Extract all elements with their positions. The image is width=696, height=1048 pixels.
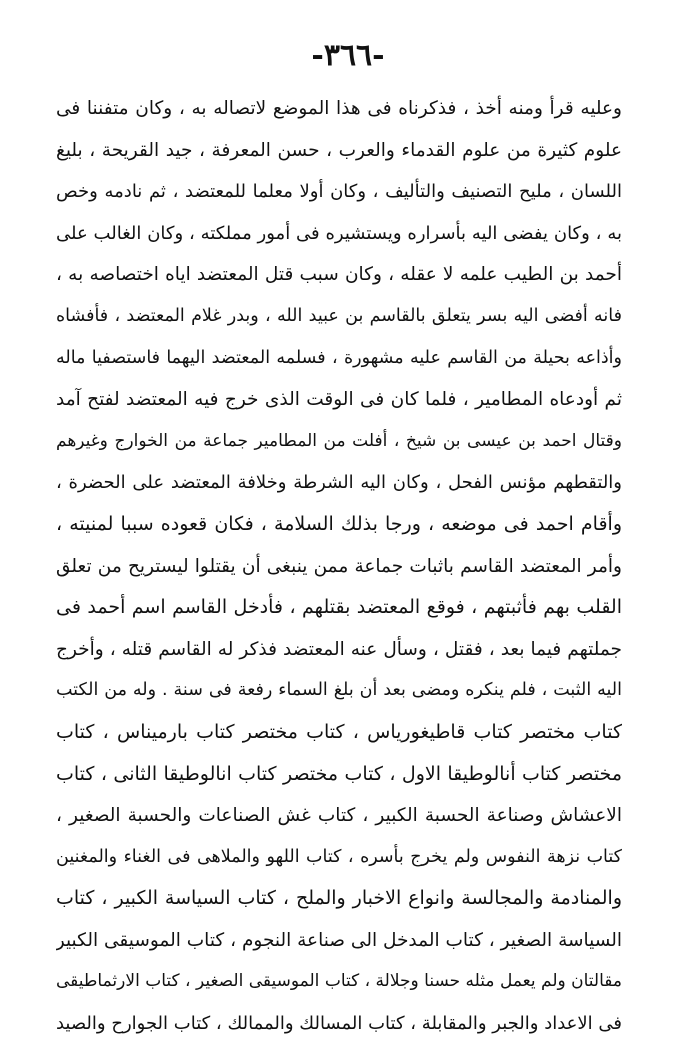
text-line: مقالتان ولم يعمل مثله حسنا وجلالة ، كتاب الموسيقى الصغير ، كتاب الارثماطيقى	[56, 971, 622, 992]
text-line: علوم كثيرة من علوم القدماء والعرب ، حسن المعرفة ، جيد القريحة ، بليغ	[56, 139, 622, 161]
text-line: جملتهم فيما بعد ، فقتل ، وسأل عنه المعتضد فذكر له القاسم قتله ، وأخرج	[56, 638, 622, 660]
text-line: فى الاعداد والجبر والمقابلة ، كتاب المسالك والممالك ، كتاب الجوارح والصيد	[56, 1013, 622, 1035]
text-line: وأمر المعتضد القاسم باثبات جماعة ممن ينبغى أن يقتلوا ليستريح من تعلق	[56, 555, 622, 577]
text-line: وقتال احمد بن عيسى بن شيخ ، أفلت من المطامير جماعة من الخوارج وغيرهم	[56, 430, 622, 451]
text-line: كتاب نزهة النفوس ولم يخرج بأسره ، كتاب اللهو والملاهى فى الغناء والمغنين	[56, 846, 622, 867]
text-line: وعليه قرأ ومنه أخذ ، فذكرناه فى هذا الموضع لاتصاله به ، وكان متفننا فى	[56, 98, 622, 119]
text-line: القلب بهم فأثبتهم ، فوقع المعتضد بقتلهم ، فأدخل القاسم اسم أحمد فى	[56, 596, 622, 619]
text-line: ثم أودعاه المطامير ، فلما كان فى الوقت الذى خرج فيه المعتضد لفتح آمد	[56, 389, 622, 411]
text-line: اللسان ، مليح التصنيف والتأليف ، وكان أولا معلما للمعتضد ، ثم نادمه وخص	[56, 181, 622, 203]
text-line: السياسة الصغير ، كتاب المدخل الى صناعة النجوم ، كتاب الموسيقى الكبير	[56, 929, 622, 951]
text-line: به ، وكان يفضى اليه بأسراره ويستشيره فى أمور مملكته ، وكان الغالب على	[56, 222, 622, 244]
text-line: كتاب مختصر كتاب قاطيغورياس ، كتاب مختصر كتاب بارميناس ، كتاب	[56, 720, 622, 743]
text-line: الاعشاش وصناعة الحسبة الكبير ، كتاب غش الصناعات والحسبة الصغير ،	[56, 805, 622, 827]
text-line: وأقام احمد فى موضعه ، ورجا بذلك السلامة ، فكان قعوده سببا لمنيته ،	[56, 512, 622, 535]
text-line: والتقطهم مؤنس الفحل ، وكان اليه الشرطة وخلافة المعتضد على الحضرة ،	[56, 472, 622, 494]
text-line: وأذاعه بحيلة من القاسم عليه مشهورة ، فسلمه المعتضد اليهما فاستصفيا ماله	[56, 347, 622, 368]
text-line: اليه الثبت ، فلم ينكره ومضى بعد أن بلغ السماء رفعة فى سنة . وله من الكتب	[56, 680, 622, 701]
text-line: والمنادمة والمجالسة وانواع الاخبار والملح ، كتاب السياسة الكبير ، كتاب	[56, 887, 622, 910]
text-line: أحمد بن الطيب علمه لا عقله ، وكان سبب قتل المعتضد اياه اختصاصه به ،	[56, 264, 622, 286]
body-text	[56, 88, 622, 1045]
page-number: -٣٦٦-	[311, 38, 385, 73]
text-line: مختصر كتاب أنالوطيقا الاول ، كتاب مختصر كتاب انالوطيقا الثانى ، كتاب	[56, 762, 622, 785]
text-line: فانه أفضى اليه بسر يتعلق بالقاسم بن عبيد الله ، وبدر غلام المعتضد ، فأفشاه	[56, 305, 622, 326]
